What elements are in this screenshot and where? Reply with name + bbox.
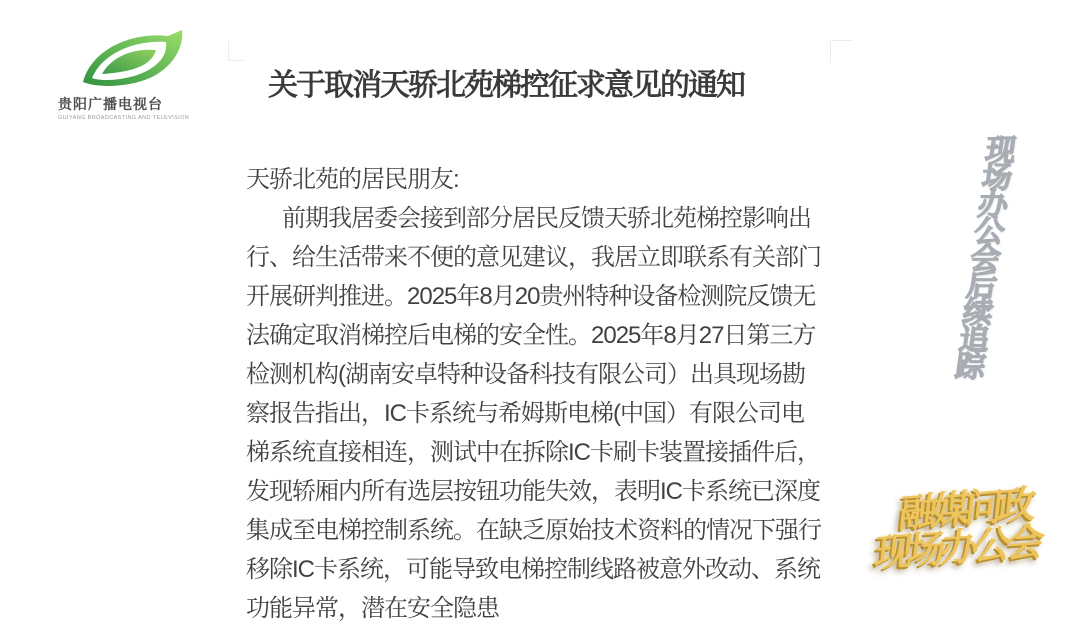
program-watermark — [864, 485, 1062, 575]
document-body-line: 天骄北苑的居民朋友: — [246, 166, 459, 193]
document-body-line: 前期我居委会接到部分居民反馈天骄北苑梯控影响出 — [282, 205, 811, 232]
document-body-line: 察报告指出，IC卡系统与希姆斯电梯(中国）有限公司电 — [246, 400, 804, 427]
document-body-line: 发现轿厢内所有选层按钮功能失效，表明IC卡系统已深度 — [246, 478, 820, 505]
document-body-line: 检测机构(湖南安卓特种设备科技有限公司）出具现场勘 — [246, 361, 805, 388]
leaf-logo-icon — [78, 30, 188, 90]
document-body-line: 移除IC卡系统，可能导致电梯控制线路被意外改动、系统 — [246, 556, 820, 583]
document-body-line: 功能异常，潜在安全隐患 — [246, 595, 499, 622]
station-name-english: GUIYANG BROADCASTING AND TELEVISION — [58, 115, 190, 121]
document-body-line: 集成至电梯控制系统。在缺乏原始技术资料的情况下强行 — [246, 517, 821, 544]
document-body-line: 梯系统直接相连，测试中在拆除IC卡刷卡装置接插件后， — [246, 439, 820, 466]
notice-body — [246, 160, 821, 628]
document-body-line: 行、给生活带来不便的意见建议，我居立即联系有关部门 — [246, 244, 821, 271]
watermark-line-1: 融媒问政 — [897, 483, 1034, 536]
document-body-line: 法确定取消梯控后电梯的安全性。2025年8月27日第三方 — [246, 322, 816, 349]
station-name: 贵阳广播电视台 — [58, 96, 163, 112]
page-corner-mark — [228, 41, 244, 61]
vertical-caption: 现场办公会后续追踪 — [948, 134, 1017, 377]
notice-title: 关于取消天骄北苑梯控征求意见的通知 — [268, 69, 744, 102]
station-logo — [58, 30, 208, 121]
document-body-line: 开展研判推进。2025年8月20贵州特种设备检测院反馈无 — [246, 283, 816, 310]
watermark-line-2: 现场办公会 — [872, 521, 1042, 576]
page-corner-mark — [830, 40, 852, 63]
